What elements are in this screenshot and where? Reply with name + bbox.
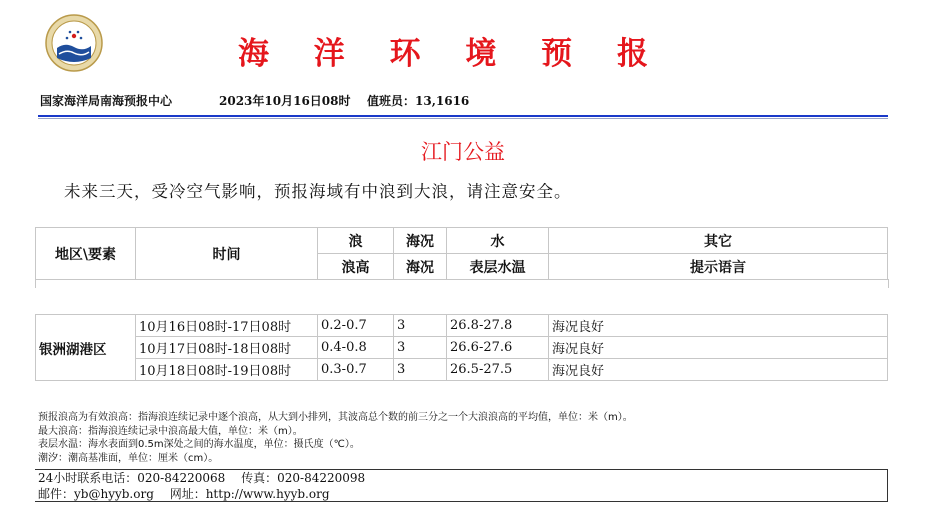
sea-cell: 3 — [394, 337, 447, 359]
note-wave-height: 预报浪高为有效浪高：指海浪连续记录中逐个浪高，从大到小排列，其波高总个数的前三分之一个大浪浪高的平均值，单位：米（m）。 — [38, 412, 633, 423]
time-cell: 10月16日08时-17日08时 — [136, 315, 318, 337]
header-wave-height: 浪高 — [318, 254, 394, 280]
contact-info — [38, 470, 365, 502]
region-cell: 银洲湖港区 — [36, 315, 136, 381]
temp-cell: 26.5-27.5 — [447, 359, 549, 381]
table-row — [36, 359, 888, 381]
header-wave-group: 浪 — [318, 228, 394, 254]
header-surface-temp: 表层水温 — [447, 254, 549, 280]
header-sea-state: 海况 — [394, 254, 447, 280]
wave-cell: 0.4-0.8 — [318, 337, 394, 359]
wave-cell: 0.3-0.7 — [318, 359, 394, 381]
forecast-table-header — [35, 227, 888, 280]
note-surface-temp: 表层水温：海水表面到0.5m深处之间的海水温度，单位：摄氏度（℃）。 — [38, 439, 360, 450]
table-row — [36, 315, 888, 337]
forecast-table — [35, 314, 888, 381]
soa-logo-icon — [45, 14, 103, 72]
footnotes — [38, 411, 633, 465]
header-water-group: 水 — [447, 228, 549, 254]
sea-cell: 3 — [394, 359, 447, 381]
header-divider — [38, 115, 888, 117]
time-cell: 10月17日08时-18日08时 — [136, 337, 318, 359]
forecast-headline: 未来三天，受冷空气影响，预报海域有中浪到大浪，请注意安全。 — [64, 182, 572, 201]
station-name: 江门公益 — [421, 140, 505, 164]
contact-bottom-divider — [35, 501, 888, 502]
sea-cell: 3 — [394, 315, 447, 337]
header-region: 地区\要素 — [36, 228, 136, 280]
header-other-group: 其它 — [549, 228, 888, 254]
note-tide: 潮汐：潮高基准面，单位：厘米（cm）。 — [38, 452, 219, 464]
issue-datetime: 2023年10月16日08时 — [219, 94, 351, 108]
contact-email: 邮件：yb@hyyb.org 网址：http://www.hyyb.org — [38, 487, 330, 501]
clipped-row-strip — [35, 279, 889, 288]
hint-cell: 海况良好 — [549, 359, 888, 381]
header-divider-thin — [38, 118, 888, 119]
header-time: 时间 — [136, 228, 318, 280]
header-sea-group: 海况 — [394, 228, 447, 254]
contact-right-border — [887, 469, 888, 502]
time-cell: 10月18日08时-19日08时 — [136, 359, 318, 381]
header-hint: 提示语言 — [549, 254, 888, 280]
issuer: 国家海洋局南海预报中心 — [40, 94, 173, 108]
wave-cell: 0.2-0.7 — [318, 315, 394, 337]
table-row — [36, 337, 888, 359]
temp-cell: 26.8-27.8 — [447, 315, 549, 337]
note-max-wave: 最大浪高：指海浪连续记录中浪高最大值，单位：米（m）。 — [38, 425, 303, 437]
temp-cell: 26.6-27.6 — [447, 337, 549, 359]
duty-officer: 值班员：13,1616 — [367, 94, 470, 108]
hint-cell: 海况良好 — [549, 337, 888, 359]
hint-cell: 海况良好 — [549, 315, 888, 337]
page-title: 海 洋 环 境 预 报 — [238, 36, 665, 72]
contact-phone: 24小时联系电话：020-84220068 传真：020-84220098 — [38, 471, 366, 485]
